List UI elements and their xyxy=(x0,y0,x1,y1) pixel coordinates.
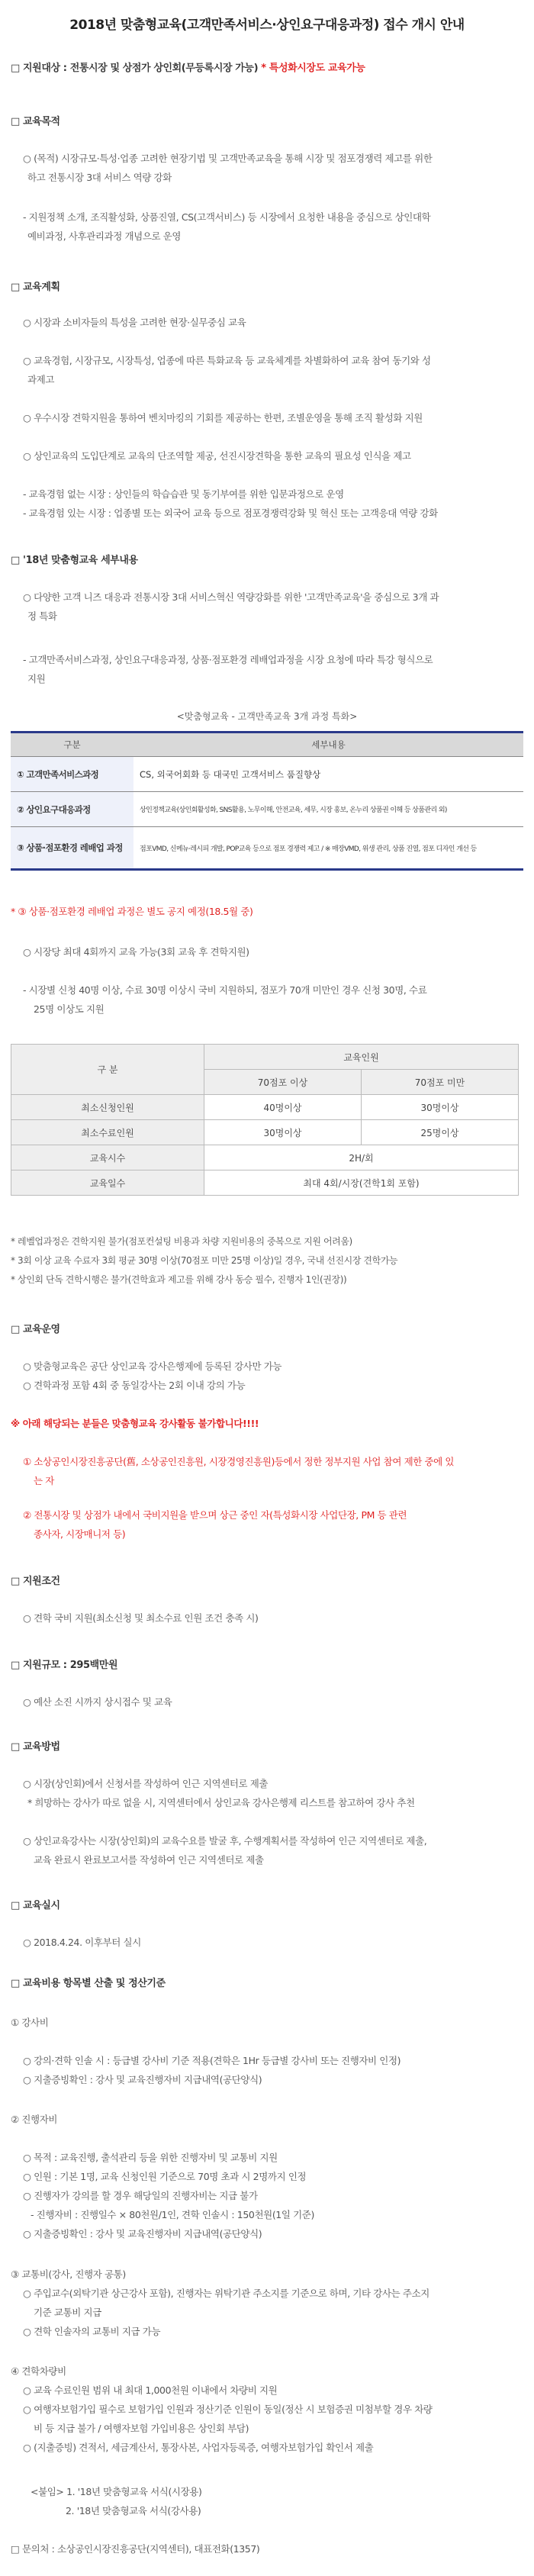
target-label: □ 지원대상 : 전통시장 및 상점가 상인회(무등록시장 가능) xyxy=(11,63,259,74)
operation-p2: ○ 견학과정 포함 4회 중 동일강사는 2회 이내 강의 가능 xyxy=(23,1380,246,1391)
costs-s3-b: ○ 견학 인솔자의 교통비 지급 가능 xyxy=(23,2326,161,2337)
note-2: * 3회 이상 교육 수료자 3회 평균 30명 이상(70점포 미만 25명 이상)일 경우, 국내 선진시장 견학가능 xyxy=(11,1255,398,1266)
costs-s4-a: ○ 교육 수료인원 범위 내 최대 1,000천원 이내에서 차량비 지원 xyxy=(23,2384,278,2396)
details-heading: □ '18년 맞춤형교육 세부내용 xyxy=(11,555,138,566)
visits-p1: ○ 시장당 최대 4회까지 교육 가능(3회 교육 후 견학지원) xyxy=(23,946,249,958)
method-p1: ○ 시장(상인회)에서 신청서를 작성하여 인근 지역센터로 제출 xyxy=(23,1778,269,1789)
quota-cell: 40명이상 xyxy=(204,1095,362,1120)
costs-s4-b: ○ 여행자보험가입 필수로 보험가입 인원과 정산기준 인원이 동일(정산 시 보험증권 미첨부할 경우 차량 xyxy=(23,2404,433,2415)
purpose-p1-l2: 하고 전통시장 3대 서비스 역량 강화 xyxy=(27,172,172,183)
target-note: * 특성화시장도 교육가능 xyxy=(261,63,365,74)
table-row xyxy=(11,792,523,827)
method-p3-l2: 교육 완료시 완료보고서를 작성하여 인근 지역센터로 제출 xyxy=(34,1854,264,1866)
course-table-header xyxy=(11,733,523,757)
operation-w1-l2: 는 자 xyxy=(34,1475,54,1486)
course-table xyxy=(11,731,523,871)
scale-heading: □ 지원규모 : 295백만원 xyxy=(11,1660,118,1671)
course-name: ③ 상품·점포환경 레배업 과정 xyxy=(11,827,134,870)
costs-s4-b2: 비 등 지급 불가 / 여행자보험 가입비용은 상인회 부담) xyxy=(34,2423,249,2434)
costs-s1-a: ○ 강의·견학 인솔 시 : 등급별 강사비 기준 적용(견학은 1Hr 등급별 강사비 또는 진행자비 인정) xyxy=(23,2055,401,2066)
attachment-2: 2. '18년 맞춤형교육 서식(강사용) xyxy=(66,2505,201,2516)
quota-row-label: 최소수료인원 xyxy=(11,1120,204,1145)
quota-group-head: 교육인원 xyxy=(204,1045,519,1070)
costs-s2-e: ○ 지출증빙확인 : 강사 및 교육진행자비 지급내역(공단양식) xyxy=(23,2228,262,2240)
costs-s4-c: ○ (지출증빙) 견적서, 세금계산서, 통장사본, 사업자등록증, 여행자보험가입 확인서 제출 xyxy=(23,2442,374,2453)
costs-s3-a2: 기준 교통비 지급 xyxy=(34,2307,101,2318)
plan-p4: ○ 상인교육의 도입단계로 교육의 단조역할 제공, 선진시장견학을 통한 교육의 필요성 인식을 제고 xyxy=(23,450,411,462)
contact-line: □ 문의처 : 소상공인시장진흥공단(지역센터), 대표전화(1357) xyxy=(11,2543,260,2555)
costs-s2: ② 진행자비 xyxy=(11,2114,58,2125)
period-p1: ○ 2018.4.24. 이후부터 실시 xyxy=(23,1937,141,1948)
costs-heading: □ 교육비용 항목별 산출 및 정산기준 xyxy=(11,1978,166,1989)
note-1: * 레벨업과정은 견학지원 불가(점포컨설팅 비용과 차량 지원비용의 중복으로 지원 어려움) xyxy=(11,1236,352,1247)
quota-row-label: 교육시수 xyxy=(11,1145,204,1170)
details-p2-l1: - 고객만족서비스과정, 상인요구대응과정, 상품·점포환경 레배업과정을 시장 요청에 따라 특강 형식으로 xyxy=(23,654,433,665)
costs-s2-c: ○ 진행자가 강의를 할 경우 해당일의 진행자비는 지급 불가 xyxy=(23,2190,258,2201)
table-row xyxy=(11,1120,519,1145)
plan-p6: - 교육경험 있는 시장 : 업종별 또는 외국어 교육 등으로 점포경쟁력강화 및 혁신 또는 고객응대 역량 강화 xyxy=(23,507,438,519)
note-3: * 상인회 단독 견학시행은 불가(견학효과 제고를 위해 강사 동승 필수, 진행자 1인(권장)) xyxy=(11,1274,347,1285)
page-title: 2018년 맞춤형교육(고객만족서비스·상인요구대응과정) 접수 개시 안내 xyxy=(69,18,465,33)
details-p2-l2: 지원 xyxy=(27,673,46,684)
quota-cell: 30명이상 xyxy=(204,1120,362,1145)
costs-s1-b: ○ 지출증빙확인 : 강사 및 교육진행자비 지급내역(공단양식) xyxy=(23,2074,262,2085)
plan-p5: - 교육경험 없는 시장 : 상인들의 학습습관 및 동기부여를 위한 입문과정으로 운영 xyxy=(23,488,344,500)
costs-s2-d: - 진행자비 : 진행일수 × 80천원/1인, 견학 인솔시 : 150천원(1일 기준) xyxy=(31,2209,314,2220)
target-line xyxy=(11,60,365,74)
details-red-note: * ③ 상품·점포환경 레배업 과정은 별도 공지 예정(18.5월 중) xyxy=(11,906,253,917)
costs-s3: ③ 교통비(강사, 진행자 공통) xyxy=(11,2268,126,2280)
method-p2: * 희망하는 강사가 따로 없을 시, 지역센터에서 상인교육 강사은행제 리스트를 참고하여 강사 추천 xyxy=(27,1797,415,1808)
details-p1-l2: 정 특화 xyxy=(27,610,57,622)
table-caption: <맞춤형교육 - 고객만족교육 3개 과정 특화> xyxy=(176,711,358,722)
quota-row-label: 교육일수 xyxy=(11,1170,204,1196)
period-heading: □ 교육실시 xyxy=(11,1900,60,1911)
table-row xyxy=(11,1145,519,1170)
conditions-heading: □ 지원조건 xyxy=(11,1576,60,1587)
table-row xyxy=(11,757,523,792)
course-desc: 점포VMD, 신메뉴·레시피 개발, POP교육 등으로 점포 경쟁력 제고 / ※ 매장VMD, 위생 관리, 상품 진열, 점포 디자인 개선 등 xyxy=(134,827,523,870)
purpose-heading: □ 교육목적 xyxy=(11,116,60,127)
method-p3-l1: ○ 상인교육강사는 시장(상인회)의 교육수요를 발굴 후, 수행계획서를 작성하여 인근 지역센터로 제출, xyxy=(23,1835,427,1847)
table-row xyxy=(11,1095,519,1120)
operation-heading: □ 교육운영 xyxy=(11,1324,60,1335)
plan-p3: ○ 우수시장 견학지원을 통하여 벤치마킹의 기회를 제공하는 한편, 조별운영을 통해 조직 활성화 지원 xyxy=(23,412,423,423)
course-table-head-1: 세부내용 xyxy=(134,733,523,757)
course-table-head-0: 구분 xyxy=(11,733,134,757)
scale-p1: ○ 예산 소진 시까지 상시접수 및 교육 xyxy=(23,1696,172,1708)
quota-table xyxy=(11,1044,519,1196)
costs-s3-a: ○ 주입교수(외탁기관 상근강사 포함), 진행자는 위탁기관 주소지를 기준으로 하며, 기타 강사는 주소지 xyxy=(23,2288,429,2299)
costs-s4: ④ 견학차량비 xyxy=(11,2365,66,2377)
plan-p1: ○ 시장과 소비자들의 특성을 고려한 현장·실무중심 교육 xyxy=(23,317,246,328)
operation-w2-l1: ② 전통시장 및 상점가 내에서 국비지원을 받으며 상근 중인 자(특성화시장 사업단장, PM 등 관련 xyxy=(23,1509,407,1521)
conditions-p1: ○ 견학 국비 지원(최소신청 및 최소수료 인원 조건 충족 시) xyxy=(23,1612,259,1624)
quota-cell: 2H/회 xyxy=(204,1145,519,1170)
operation-warning: ※ 아래 해당되는 분들은 맞춤형교육 강사활동 불가합니다!!!! xyxy=(11,1418,259,1429)
course-desc: CS, 외국어회화 등 대국민 고객서비스 품질향상 xyxy=(134,757,523,792)
table-row xyxy=(11,827,523,870)
quota-sub-head: 70점포 미만 xyxy=(361,1070,518,1095)
details-p1-l1: ○ 다양한 고객 니즈 대응과 전통시장 3대 서비스혁신 역량강화를 위한 '고객만족교육'을 중심으로 3개 과 xyxy=(23,591,439,603)
plan-p2-l2: 과제고 xyxy=(27,374,55,385)
quota-col-head: 구 분 xyxy=(11,1045,204,1095)
visits-p2-l1: - 시장별 신청 40명 이상, 수료 30명 이상시 국비 지원하되, 점포가 70개 미만인 경우 신청 30명, 수료 xyxy=(23,984,427,996)
course-name: ① 고객만족서비스과정 xyxy=(11,757,134,792)
operation-w1-l1: ① 소상공인시장진흥공단(舊, 소상공인진흥원, 시장경영진흥원)등에서 정한 정부지원 사업 참여 제한 중에 있 xyxy=(23,1456,455,1467)
plan-p2-l1: ○ 교육경험, 시장규모, 시장특성, 업종에 따른 특화교육 등 교육체계를 차별화하여 교육 참여 동기와 성 xyxy=(23,355,431,366)
quota-sub-head: 70점포 이상 xyxy=(204,1070,362,1095)
purpose-p2-l2: 예비과정, 사후관리과정 개념으로 운영 xyxy=(27,230,182,242)
course-name: ② 상인요구대응과정 xyxy=(11,792,134,827)
operation-w2-l2: 종사자, 시장매니저 등) xyxy=(34,1528,126,1540)
visits-p2-l2: 25명 이상도 지원 xyxy=(34,1003,105,1015)
quota-row-label: 최소신청인원 xyxy=(11,1095,204,1120)
quota-cell: 최대 4회/시장(견학1회 포함) xyxy=(204,1170,519,1196)
costs-s2-a: ○ 목적 : 교육진행, 출석관리 등을 위한 진행자비 및 교통비 지원 xyxy=(23,2152,278,2163)
attachment-1: <붙임> 1. '18년 맞춤형교육 서식(시장용) xyxy=(31,2486,202,2497)
quota-cell: 30명이상 xyxy=(361,1095,518,1120)
table-row xyxy=(11,1170,519,1196)
quota-cell: 25명이상 xyxy=(361,1120,518,1145)
operation-p1: ○ 맞춤형교육은 공단 상인교육 강사은행제에 등록된 강사만 가능 xyxy=(23,1360,282,1372)
costs-s2-b: ○ 인원 : 기본 1명, 교육 신청인원 기준으로 70명 초과 시 2명까지 인정 xyxy=(23,2171,307,2182)
purpose-p2-l1: - 지원정책 소개, 조직활성화, 상품진열, CS(고객서비스) 등 시장에서 요청한 내용을 중심으로 상인대학 xyxy=(23,211,431,223)
course-desc: 상인정책교육(상인회활성화, SNS활용, 노무이해, 안전교육, 세무, 시장 홍보, 온누리 상품권 이해 등 상품관리 외) xyxy=(134,792,523,827)
costs-s1: ① 강사비 xyxy=(11,2017,49,2028)
purpose-p1-l1: ○ (목적) 시장규모·특성·업종 고려한 현장기법 및 고객만족교육을 통해 시장 및 점포경쟁력 제고를 위한 xyxy=(23,153,433,164)
method-heading: □ 교육방법 xyxy=(11,1741,60,1753)
plan-heading: □ 교육계획 xyxy=(11,282,60,293)
